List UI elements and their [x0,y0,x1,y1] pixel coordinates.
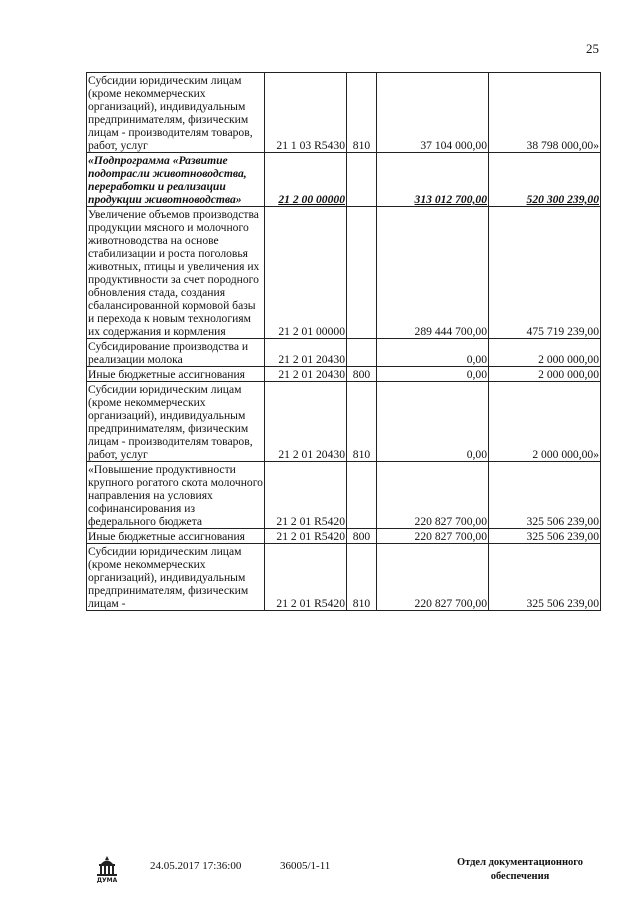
row-description: Субсидии юридическим лицам (кроме некоммерческих организаций), индивидуальным предпринимателям, физическим лицам - производителям товаров, работ, услуг [87,382,265,462]
row-amount-1: 0,00 [377,339,489,367]
row-target-code: 21 2 01 R5420 [265,462,347,529]
row-amount-2: 520 300 239,00 [489,153,601,207]
row-expense-type: 800 [347,367,377,382]
table-row [87,73,601,153]
row-amount-2: 2 000 000,00 [489,367,601,382]
row-amount-1: 289 444 700,00 [377,207,489,339]
row-target-code: 21 2 01 20430 [265,339,347,367]
row-target-code: 21 2 01 20430 [265,367,347,382]
row-description: Иные бюджетные ассигнования [87,529,265,544]
row-target-code: 21 1 03 R5430 [265,73,347,153]
row-description: Субсидирование производства и реализации молока [87,339,265,367]
row-amount-2: 325 506 239,00 [489,544,601,611]
row-target-code: 21 2 01 00000 [265,207,347,339]
logo-text: ДУМА [96,877,118,884]
row-description: «Повышение продуктивности крупного рогатого скота молочного направления на условиях софинансирования из федерального бюджета [88,463,263,528]
row-amount-1: 220 827 700,00 [377,529,489,544]
budget-table [86,72,601,611]
row-expense-type: 810 [347,382,377,462]
row-expense-type [347,462,377,529]
page-number: 25 [586,41,599,56]
row-expense-type [347,207,377,339]
row-description: Увеличение объемов производства продукции мясного и молочного животноводства на основе стабилизации и роста поголовья животных, птицы и увеличения их продуктивности за счет породного обновления стада, создания сбалансированной кормовой базы и перехода к новым технологиям их содержания и кормления [87,207,265,339]
row-target-code: 21 2 00 00000 [265,153,347,207]
row-expense-type [347,339,377,367]
row-amount-1: 0,00 [377,367,489,382]
table-row [87,367,601,382]
duma-building-icon [92,854,122,884]
row-description: Субсидии юридическим лицам (кроме некоммерческих организаций), индивидуальным предпринимателям, физическим лицам - [87,544,265,611]
row-amount-2: 325 506 239,00 [489,462,601,529]
row-target-code: 21 2 01 R5420 [265,544,347,611]
row-amount-2: 38 798 000,00» [489,73,601,153]
row-amount-1: 0,00 [377,382,489,462]
row-description: Иные бюджетные ассигнования [87,367,265,382]
footer-department-line-2: обеспечения [490,871,550,882]
table-row [87,462,601,529]
footer-doc-number: 36005/1-11 [280,860,331,872]
row-amount-2: 2 000 000,00» [489,382,601,462]
duma-logo [92,854,122,884]
row-expense-type: 810 [347,544,377,611]
footer-datetime: 24.05.2017 17:36:00 [150,860,242,872]
row-amount-2: 325 506 239,00 [489,529,601,544]
table-row [87,153,601,207]
row-amount-1: 220 827 700,00 [377,544,489,611]
table-row [87,339,601,367]
row-target-code: 21 2 01 20430 [265,382,347,462]
footer-department [440,856,600,884]
table-row [87,529,601,544]
row-expense-type [347,153,377,207]
row-amount-2: 2 000 000,00 [489,339,601,367]
table-row [87,382,601,462]
table-row [87,544,601,611]
row-amount-1: 37 104 000,00 [377,73,489,153]
row-amount-1: 313 012 700,00 [377,153,489,207]
row-expense-type: 800 [347,529,377,544]
footer-department-line-1: Отдел документационного [456,857,584,868]
row-expense-type: 810 [347,73,377,153]
row-target-code: 21 2 01 R5420 [265,529,347,544]
table-row [87,207,601,339]
row-description: «Подпрограмма «Развитие подотрасли животноводства, переработки и реализации продукции животноводства» [87,153,265,207]
row-amount-2: 475 719 239,00 [489,207,601,339]
row-description: Субсидии юридическим лицам (кроме некоммерческих организаций), индивидуальным предпринимателям, физическим лицам - производителям товаров, работ, услуг [87,73,265,153]
page-footer [0,852,640,902]
row-amount-1: 220 827 700,00 [377,462,489,529]
